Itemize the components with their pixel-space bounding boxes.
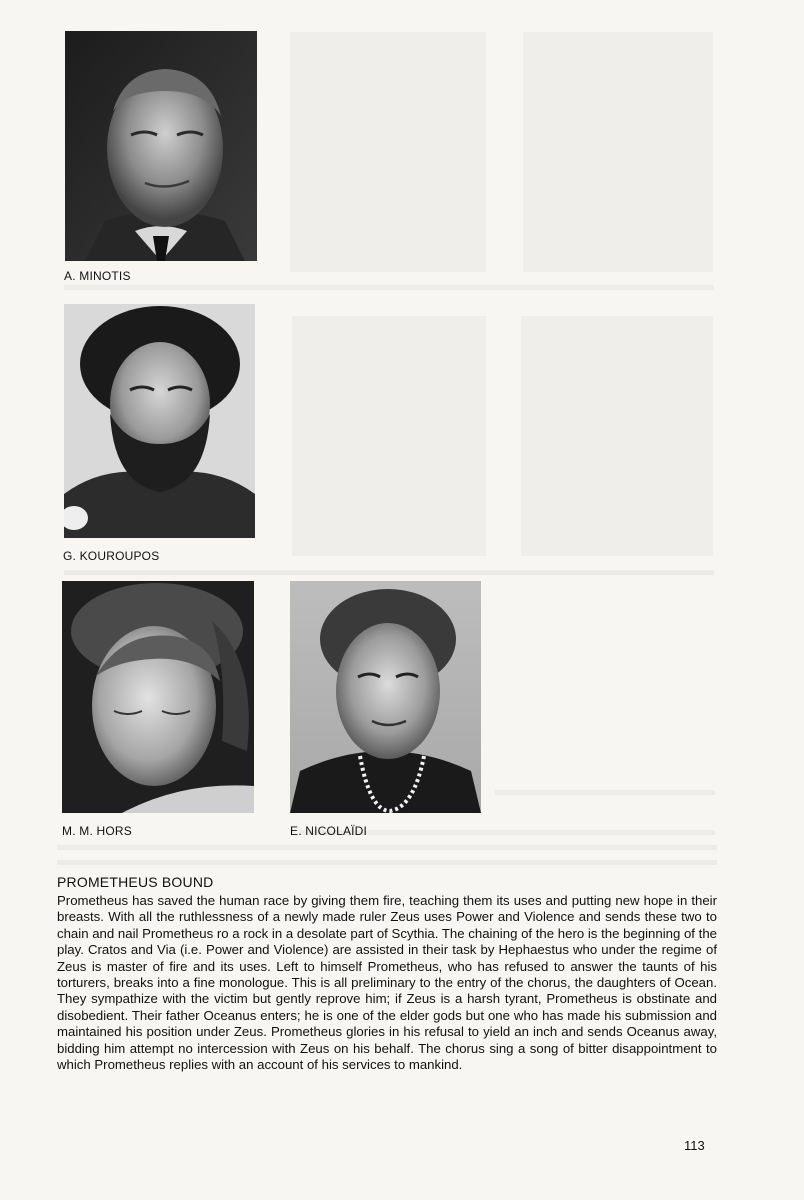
show-through-text — [57, 845, 717, 850]
photo-minotis — [65, 31, 257, 261]
photo-kouroupos — [64, 304, 255, 538]
show-through-photo — [523, 32, 713, 272]
photo-nicolaidi — [290, 581, 481, 813]
portrait-photo-bearded-man — [64, 304, 255, 538]
caption-hors: M. M. HORS — [62, 824, 132, 838]
show-through-text — [64, 285, 714, 290]
show-through-text — [495, 790, 715, 795]
show-through-photo — [290, 32, 486, 272]
body-paragraph: Prometheus has saved the human race by giving them fire, teaching them its uses and putting new hope in their breasts. With all the ruthlessness of a newly made ruler Zeus uses Power and Violence and sends these two to chain and nail Prometheus ro a rock in a desolate part of Scythia. The chaining of the hero is the beginning of the play. Cratos and Via (i.e. Power and Violence) are assisted in their task by Hephaestus who under the regime of Zeus is master of fire and its uses. Left to himself Prometheus, who has refused to answer the taunts of his torturers, breaks into a fine monologue. This is all preliminary to the entry of the chorus, the daughters of Ocean. They sympathize with the victim but gently reprove him; if Zeus is a harsh tyrant, Prometheus is obstinate and disobedient. Their father Oceanus enters; he is one of the elder gods but one who has made his submission and maintained his position under Zeus. Prometheus glories in his refusal to yield an inch and sends Oceanus away, bidding him attempt no intercession with Zeus on his behalf. The chorus sing a song of bitter disappointment to which Prometheus replies with an account of his services to mankind. — [57, 893, 717, 1073]
section-body — [57, 893, 717, 1073]
section-title: PROMETHEUS BOUND — [57, 874, 214, 890]
show-through-photo — [521, 316, 713, 556]
show-through-text — [64, 570, 714, 575]
page-number: 113 — [684, 1138, 705, 1153]
portrait-photo-older-man-tie — [65, 31, 257, 261]
show-through-photo — [292, 316, 486, 556]
photo-hors — [62, 581, 254, 813]
caption-nicolaidi: E. NICOLAÏDI — [290, 824, 368, 838]
show-through-text — [57, 860, 717, 865]
portrait-photo-woman-looking-down — [62, 581, 254, 813]
caption-minotis: A. MINOTIS — [64, 269, 131, 283]
caption-kouroupos: G. KOUROUPOS — [63, 549, 160, 563]
portrait-photo-woman-pearls — [290, 581, 481, 813]
